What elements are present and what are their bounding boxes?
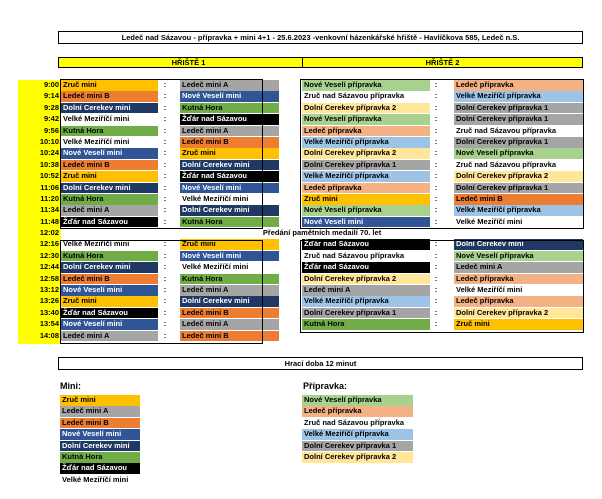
court-1-home-team: Žďár nad Sázavou [61,217,158,228]
match-time: 14:08 [18,331,61,342]
score-separator: : [434,159,438,169]
schedule-row [18,296,584,307]
score-separator: : [434,296,438,306]
court-2-away-team: Zruč mini [454,319,583,330]
match-time: 12:16 [18,239,61,250]
court-1-home-team: Velké Meziříčí mini [61,137,158,148]
court-2-home-team: Nové Veselí mini [302,217,430,228]
legend-team: Velké Meziříčí přípravka [302,429,413,440]
schedule-row [18,103,584,114]
schedule-row [18,80,584,91]
match-time: 13:54 [18,319,61,330]
legend-team: Nové Veselí mini [60,429,140,440]
legend-team: Zruč mini [60,395,140,406]
court-2-away-team: Dolní Cerekev přípravka 1 [454,103,583,114]
court-1-home-team: Dolní Cerekev mini [61,262,158,273]
match-time: 12:44 [18,262,61,273]
score-separator: : [163,159,167,169]
court-2-home-team: Dolní Cerekev přípravka 2 [302,103,430,114]
court-1-home-team: Ledeč mini B [61,274,158,285]
court-1-home-team: Nové Veselí mini [61,148,158,159]
score-separator: : [434,80,438,89]
score-separator: : [163,80,167,89]
court-1-home-team: Ledeč mini B [61,160,158,171]
court-2-home-team: Ledeč přípravka [302,183,430,194]
court-1-away-team: Ledeč mini B [180,331,279,342]
game-duration-note: Hrací doba 12 minut [58,357,583,370]
schedule-row [18,251,584,262]
match-time: 9:42 [18,114,61,125]
court-1-home-team: Ledeč mini B [61,91,158,102]
schedule-row [18,205,584,216]
legend-team: Dolní Cerekev mini [60,441,140,452]
score-separator: : [434,91,438,101]
court-1-away-team: Velké Meziříčí mini [180,262,279,273]
match-time: 10:52 [18,171,61,182]
score-separator: : [434,125,438,135]
match-time: 9:28 [18,103,61,114]
court-1-home-team: Velké Meziříčí mini [61,114,158,125]
score-separator: : [434,239,438,249]
score-separator: : [163,182,167,192]
schedule-row [18,91,584,102]
score-separator: : [163,136,167,146]
court-2-away-team: Dolní Cerekev přípravka 2 [454,171,583,182]
court-2-home-team: Dolní Cerekev přípravka 1 [302,308,430,319]
score-separator: : [434,250,438,260]
court-1-home-team: Ledeč mini A [61,205,158,216]
court-2-home-team: Dolní Cerekev přípravka 1 [302,160,430,171]
match-time: 11:48 [18,217,61,228]
match-time: 10:10 [18,137,61,148]
court-2-home-team: Ledeč mini A [302,285,430,296]
court-1-away-team: Nové Veselí mini [180,251,279,262]
court-1-away-team: Kutná Hora [180,217,279,228]
court-1-away-team: Kutná Hora [180,103,279,114]
score-separator: : [434,114,438,124]
score-separator: : [163,273,167,283]
court-2-away-team: Dolní Cerekev přípravka 1 [454,183,583,194]
court-2-home-team: Kutná Hora [302,319,430,330]
court-1-home-team: Kutná Hora [61,126,158,137]
schedule-row [18,239,584,250]
court-2-home-team: Nové Veselí přípravka [302,80,430,91]
court-2-home-team: Zruč mini [302,194,430,205]
court-2-away-team: Velké Meziříčí mini [454,285,583,296]
court-2-home-team: Nové Veselí přípravka [302,114,430,125]
court-1-away-team: Dolní Cerekev mini [180,296,279,307]
court-2-away-team: Zruč nad Sázavou přípravka [454,126,583,137]
match-time: 9:56 [18,126,61,137]
court-2-away-team: Nové Veselí přípravka [454,148,583,159]
court-1-away-team: Žďár nad Sázavou [180,171,279,182]
match-time: 9:14 [18,91,61,102]
court-2-home-team: Ledeč přípravka [302,126,430,137]
legend-team: Kutná Hora [60,452,140,463]
score-separator: : [163,296,167,306]
schedule-row [18,262,584,273]
court-1-away-team: Ledeč mini B [180,308,279,319]
court-2-away-team: Dolní Cerekev mini [454,239,583,250]
legend-team: Velké Meziříčí mini [60,475,140,486]
court-1-away-team: Nové Veselí mini [180,183,279,194]
match-time: 12:58 [18,274,61,285]
score-separator: : [163,285,167,295]
court-2-home-team: Žďár nad Sázavou [302,239,430,250]
score-separator: : [163,216,167,226]
score-separator: : [434,319,438,329]
legend-team: Ledeč mini B [60,418,140,429]
score-separator: : [434,205,438,215]
court-2-heading: HŘIŠTĚ 2 [302,57,583,68]
mini-legend-heading: Mini: [60,381,81,391]
court-2-away-team: Velké Meziříčí přípravka [454,91,583,102]
court-2-home-team: Velké Meziříčí přípravka [302,296,430,307]
legend-team: Nové Veselí přípravka [302,395,413,406]
court-2-away-team: Dolní Cerekev přípravka 1 [454,137,583,148]
schedule-row [18,228,584,239]
schedule-row [18,126,584,137]
score-separator: : [163,193,167,203]
court-1-away-team: Ledeč mini B [180,137,279,148]
legend-team: Ledeč mini A [60,406,140,417]
match-time: 13:26 [18,296,61,307]
court-1-away-team: Dolní Cerekev mini [180,160,279,171]
court-1-home-team: Kutná Hora [61,194,158,205]
schedule-row [18,171,584,182]
court-1-away-team: Velké Meziříčí mini [180,194,279,205]
score-separator: : [163,171,167,181]
schedule-row [18,217,584,228]
score-separator: : [434,136,438,146]
score-separator: : [163,319,167,329]
court-1-home-team: Nové Veselí mini [61,319,158,330]
court-1-home-team: Ledeč mini A [61,331,158,342]
score-separator: : [163,307,167,317]
court-1-heading: HŘIŠTĚ 1 [58,57,319,68]
score-separator: : [163,330,167,340]
score-separator: : [434,273,438,283]
score-separator: : [163,205,167,215]
score-separator: : [434,171,438,181]
court-2-away-team: Dolní Cerekev přípravka 1 [454,114,583,125]
schedule-row [18,137,584,148]
court-2-home-team: Velké Meziříčí přípravka [302,137,430,148]
court-2-away-team: Ledeč přípravka [454,274,583,285]
schedule-row [18,160,584,171]
score-separator: : [163,114,167,124]
court-1-away-team: Dolní Cerekev mini [180,205,279,216]
court-2-away-team: Velké Meziříčí přípravka [454,205,583,216]
match-time: 12:30 [18,251,61,262]
court-2-home-team: Dolní Cerekev přípravka 2 [302,148,430,159]
prep-legend-heading: Přípravka: [303,381,348,391]
court-1-home-team: Kutná Hora [61,251,158,262]
match-time: 11:20 [18,194,61,205]
court-1-home-team: Zruč mini [61,171,158,182]
court-1-home-team: Velké Meziříčí mini [61,239,158,250]
score-separator: : [163,262,167,272]
medal-ceremony-banner: Předání pamětních medailí 70. let [61,228,583,239]
schedule-grid [18,80,584,342]
schedule-row [18,308,584,319]
court-2-away-team: Ledeč přípravka [454,80,583,91]
court-2-home-team: Nové Veselí přípravka [302,205,430,216]
court-1-away-team: Ledeč mini A [180,80,279,91]
court-1-away-team: Nové Veselí mini [180,91,279,102]
score-separator: : [163,91,167,101]
schedule-row [18,274,584,285]
schedule-row [18,148,584,159]
schedule-row [18,331,584,342]
court-1-home-team: Dolní Cerekev mini [61,103,158,114]
match-time: 13:40 [18,308,61,319]
schedule-row [18,285,584,296]
legend-team: Žďár nad Sázavou [60,463,140,474]
court-2-away-team: Dolní Cerekev přípravka 2 [454,308,583,319]
score-separator: : [163,239,167,249]
schedule-row [18,194,584,205]
legend-team: Dolní Cerekev přípravka 2 [302,452,413,463]
score-separator: : [163,148,167,158]
match-time: 9:00 [18,80,61,91]
page-title: Ledeč nad Sázavou - přípravka + mini 4+1 - 25.6.2023 -venkovní házenkářské hřiště - Havlíčkova 585, Ledeč n.S. [58,31,583,44]
match-time: 13:12 [18,285,61,296]
court-2-away-team: Zruč nad Sázavou přípravka [454,160,583,171]
court-2-away-team: Ledeč mini B [454,194,583,205]
court-1-away-team: Žďár nad Sázavou [180,114,279,125]
match-time: 11:34 [18,205,61,216]
match-time: 11:06 [18,183,61,194]
score-separator: : [434,193,438,203]
court-1-away-team: Kutná Hora [180,274,279,285]
court-2-away-team: Ledeč přípravka [454,296,583,307]
score-separator: : [434,102,438,112]
court-1-home-team: Žďár nad Sázavou [61,308,158,319]
score-separator: : [434,216,438,226]
court-2-away-team: Ledeč mini A [454,262,583,273]
match-time: 12:02 [18,228,61,239]
score-separator: : [434,182,438,192]
score-separator: : [163,250,167,260]
court-1-away-team: Ledeč mini A [180,319,279,330]
score-separator: : [434,307,438,317]
court-1-away-team: Zruč mini [180,239,279,250]
court-1-home-team: Zruč mini [61,80,158,91]
score-separator: : [163,125,167,135]
court-1-home-team: Zruč mini [61,296,158,307]
court-2-away-team: Nové Veselí přípravka [454,251,583,262]
legend-team: Zruč nad Sázavou přípravka [302,418,413,429]
score-separator: : [434,262,438,272]
schedule-row [18,319,584,330]
legend-team: Dolní Cerekev přípravka 1 [302,441,413,452]
legend-team: Ledeč přípravka [302,406,413,417]
court-1-home-team: Dolní Cerekev mini [61,183,158,194]
score-separator: : [163,102,167,112]
schedule-row [18,114,584,125]
court-1-away-team: Ledeč mini A [180,126,279,137]
court-1-away-team: Ledeč mini A [180,285,279,296]
schedule-row [18,183,584,194]
score-separator: : [434,285,438,295]
court-2-home-team: Velké Meziříčí přípravka [302,171,430,182]
match-time: 10:24 [18,148,61,159]
court-2-home-team: Zruč nad Sázavou přípravka [302,91,430,102]
score-separator: : [434,148,438,158]
court-1-away-team: Zruč mini [180,148,279,159]
court-2-home-team: Zruč nad Sázavou přípravka [302,251,430,262]
court-2-home-team: Dolní Cerekev přípravka 2 [302,274,430,285]
court-2-home-team: Žďár nad Sázavou [302,262,430,273]
court-2-away-team: Velké Meziříčí mini [454,217,583,228]
match-time: 10:38 [18,160,61,171]
court-1-home-team: Nové Veselí mini [61,285,158,296]
